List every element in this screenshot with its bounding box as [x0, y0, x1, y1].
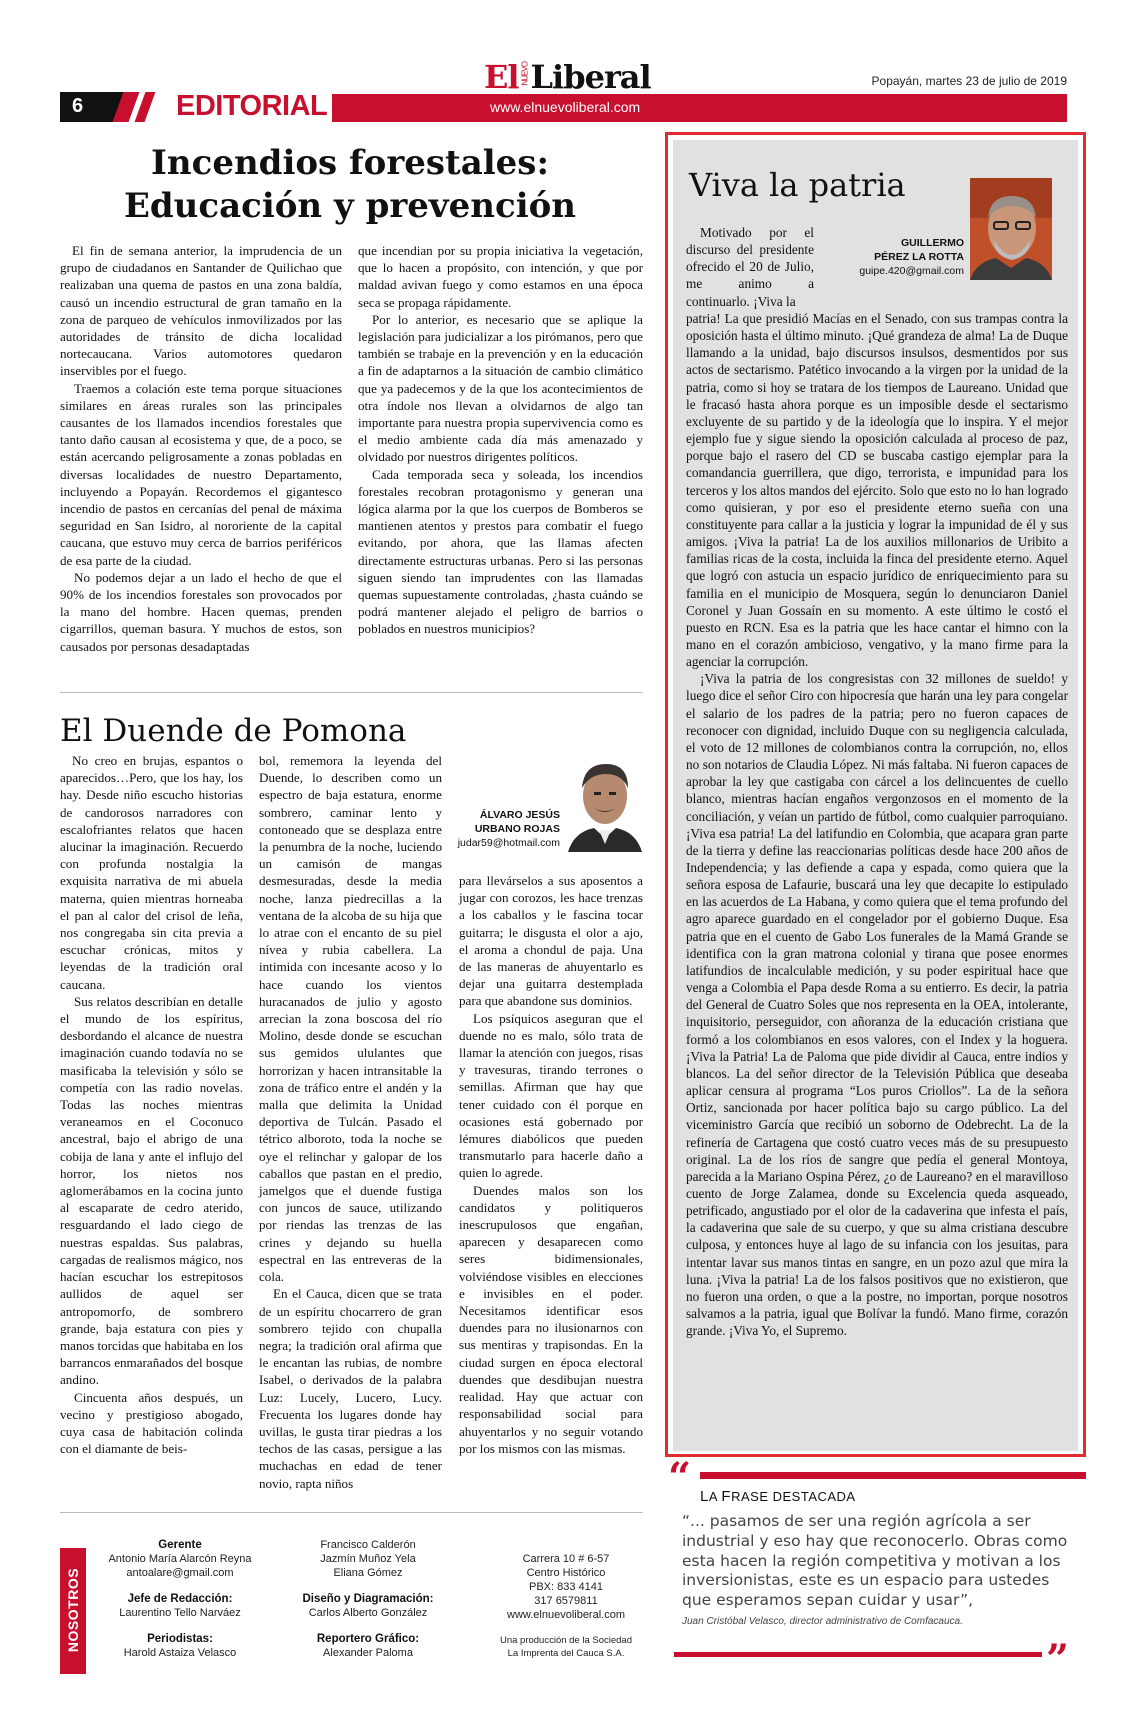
author-email[interactable]: guipe.420@gmail.com: [859, 265, 964, 277]
staff-name: Eliana Gómez: [333, 1567, 403, 1579]
quote-open-mark: “: [668, 1454, 692, 1501]
staff-label: Diseño y Diagramación:: [302, 1593, 434, 1605]
phone-pbx: PBX: 833 4141: [528, 1581, 603, 1593]
quote-attribution: Juan Cristóbal Velasco, director administrativo de Comfacauca.: [682, 1616, 963, 1627]
address-line: Carrera 10 # 6-57: [522, 1553, 610, 1565]
paragraph: No podemos dejar a un lado el hecho de que el 90% de los incendios forestales son provocados por la mano del hombre. Hacen quemas, prenden cigarrillos, queman basura. Y muchos de estos, son causados por personas desadaptadas: [60, 569, 342, 654]
paragraph: Cada temporada seca y soleada, los incendios forestales recobran protagonismo y generan una lógica alarma por la que los cuerpos de Bomberos se mantienen atentos y prestos para combatir el fuego evitando, por ahora, que las llamas afecten directamente estructuras urbanas. Pero si las personas siguen siendo tan imprudentes con las llamadas quemas supuestamente controladas, ¿hasta cuándo se podrá mantener alejado el peligro de barrios o poblados en nuestros municipios?: [358, 466, 643, 637]
paragraph: Cincuenta años después, un vecino y prestigioso abogado, cuya casa de habitación colinda con el diamante de beis-: [60, 1389, 243, 1457]
paragraph: patria! La que presidió Macías en el Senado, con sus trampas contra la oposición hasta el último minuto. ¡Qué grandeza de alma! La de Duque llamando a la unidad, bajo discursos insulsos, desmentidos por sus actos de sectarismo. Patético invocando a la virgen por la unidad de la patria, como si hoy se tratara de los tiempos de Laureano. Unidad que le fracasó hasta ahora porque es un imposible desde el sectarismo excluyente de su partido y de la ideología que lo inspira. Y el mejor ejemplo fue y sigue siendo la oposición calculada al proceso de paz, porque bajo el rasero del CD se buscaba castigo ejemplar para la comandancia guerrillera, que digo, terrorista, e impunidad para los terceros y los altos mandos del ejército. Solo que esto no lo han logrado como quisieran, y por eso el presidente eterno sueña con una constituyente para callar a la justicia y lograr la impunidad de él y sus amigos. ¡Viva la patria! La de los auxilios millonarios de Uribito a familias ricas de la costa, incluida la finca del presidente eterno. Aquel que logró con astucia un espacio jurídico de enriquecimiento para su familia en el municipio de Mosquera, según lo denunciaron Daniel Coronel y Juan Gossaín en su momento. A este último le costó el puesto en RCN. Esa es la patria que les hace cantar el himno con la mano en el corazón ambicioso, vengativo, y la mano firme para la agenciar la corrupción.: [686, 311, 1068, 670]
paragraph: para llevárselos a sus aposentos a jugar con corozos, les hace trenzas a los caballos y le fascina tocar guitarra; le disgusta el olor a ajo, el aroma a chondul de paja. Una de las maneras de ahuyentarlo es dejar una guitarra destemplada para que abandone sus dominios.: [459, 873, 643, 1009]
paragraph: ¡Viva la patria de los congresistas con 32 millones de sueldo! y luego dice el señor Ciro con hipocresía que harán una ley para congelar el salario de los padres de la patria; pero no fueron capaces de reconocer con dignidad, incluido Duque con su negligencia calculada, el voto de 12 millones de colombianos contra la corrupción, no, ellos no son notarios de Claudia López. Ni más faltaba. Ni fueron capaces de aprobar la ley que castigaba con cárcel a los delincuentes de cuello blanco, mientras hacían engaños vergonzosos en el momento de la conciliación, y veían un partido de fútbol, como cualquier parroquiano. ¡Viva esa patria! La del latifundio en Colombia, que acapara gran parte de la tierra y define las reaccionarias políticas desde hace 200 años de Independencia; y las defiende a capa y espada, como quiera que la señora esposa de Lafaurie, buscará una ley que decapite lo estipulado en las acuerdos de La Habana, y como quiera que el tema profundo del agro aparece guardado en el congelador por el gobierno Duque. Esa patria que en el cuento de Gabo Los funerales de la Mamá Grande se identifica con la gran matrona colonial y tirana que posee enormes latifundios de incalculable medición, y su poder espiritual hace que venga a Colombia el Papa desde Roma a su entierro. Es decir, la patria del General de Cuatro Soles que nos representa en la OEA, intolerante, inquisitorio, perseguidor, con añoranza de la educación cristiana que formó a los colombianos en esos valores, con el Index y la hoguera. ¡Viva la Patria! La de Paloma que pide dividir al Cauca, entre indios y blancos. La del señor director de la Televisión Pública que deseaba aplicar censura al programa “Los puros Criollos”. La de la señora Ortiz, sancionada por hacer política bajo su cargo público. La del viceministro García que recibió un soborno de Odebrecht. La de la refinería de Cartagena que costó cuatro veces más de su presupuesto original. La de los ríos de sangre que pedía el general Montoya, parecida a la Mariano Ospina Pérez, ¿o de Laureano? en el maravilloso cuento de Jorge Zalamea, donde su Excelencia queda asqueado, petrificado, angustiado por el olor de la cadaverina que infesta el país, la cadaverina que sale de su cuerpo, y que su alma cristiana descubre culposa, y entonces huye al lago de su infancia con los jesuitas, para intentar lavar sus manos tintas en sangre, en un pozo azul que mira la luna. ¡Viva la patria! La de los falsos positivos que no existieron, que no fueron una orden, o que a la postre, no importan, porque nosotros salvamos a la patria, igual que Bolívar la fundó. Mano firme, corazón grande. ¡Viva Yo, el Supremo.: [686, 671, 1068, 1339]
divider: [60, 692, 643, 693]
header-url[interactable]: www.elnuevoliberal.com: [490, 99, 641, 115]
author-name-line1: ÁLVARO JESÚS: [479, 809, 560, 821]
logo-el: El: [484, 58, 519, 96]
paragraph: En el Cauca, dicen que se trata de un espíritu chocarrero de gran sombrero tejido con chupalla negra; la tradición oral afirma que le encantan las rubias, de nombre Isabel, o derivados de la palabra Luz: Lucely, Lucero, Lucy. Frecuenta los lugares donde hay uvillas, le gusta tirar piedras a los techos de las casas, persigue a las muchachas en edad de tener novio, rapta niños: [259, 1286, 442, 1491]
production-line: La Imprenta del Cauca S.A.: [507, 1648, 625, 1659]
nosotros-label: NOSOTROS: [65, 1567, 81, 1653]
opinion-headline: Viva la patria: [689, 166, 906, 204]
staff-column-1: [100, 1538, 260, 1660]
address-line: Centro Histórico: [526, 1567, 606, 1579]
frase-label: LA FRASE DESTACADA: [700, 1488, 856, 1505]
paragraph: Sus relatos describían en detalle el mundo de los espíritus, desbordando el alcance de nuestra imaginación cuando todavía no se masificaba la televisión y sólo se competía con las radio novelas. Todas las noches mientras veraneamos en el Coconuco ancestral, bajo el abrigo de una cobija de lana y ante el influjo del horror, los nietos nos aglomerábamos en la cocina junto al escaparate de cedro aterido, resguardando el lado ciego de nuestras espaldas. Sus palabras, cargadas de realismos mágico, nos hacían escuchar los estrepitosos aullidos de aquel ser antropomorfo, de sombrero grande, baja estatura con pies y manos torcidas que habitaba en los barrancos enmarañados del bosque andino.: [60, 993, 243, 1388]
editorial-column-1: [60, 242, 342, 672]
author-byline: [836, 236, 964, 278]
editorial-headline-line2: Educación y prevención: [123, 186, 577, 227]
author-byline: [440, 808, 560, 850]
logo-nuevo: NUEVO: [520, 62, 530, 86]
quote-close-mark: ”: [1046, 1636, 1070, 1683]
staff-name: Carlos Alberto González: [308, 1607, 428, 1619]
staff-label: Gerente: [158, 1539, 202, 1551]
staff-label: Periodistas:: [147, 1633, 213, 1645]
opinion-intro: [686, 224, 814, 310]
staff-column-2: [288, 1538, 448, 1660]
production-line: Una producción de la Sociedad: [499, 1635, 633, 1646]
duende-column-3: [459, 872, 643, 1482]
duende-column-2: [259, 752, 442, 1491]
staff-name: Laurentino Tello Narváez: [119, 1607, 241, 1619]
paragraph: bol, rememora la leyenda del Duende, lo describen como un espectro de baja estatura, enorme sombrero, caminar lento y contoneado que se desplaza entre la penumbra de la noche, luciendo un camisón de mangas desmesuradas, desde la media noche, lanza piedrecillas a la ventana de la alcoba de su hija que lo atrae con el encanto de su piel nívea y rubia cabellera. La intimida con incesante acoso y lo hace cuando los vientos huracanados de julio y agosto arrecian la zona boscosa del río Molino, desde donde se escuchan sus gemidos ululantes que horrorizan y hacen intransitable la zona de tráfico entre el andén y la malla que delimita la Unidad deportiva de Tulcán. Pasado el tétrico alboroto, toda la noche se oye el relinchar y galopar de los caballos que pastan en el predio, jamelgos que el duende fustiga con juncos de sauce, utilizando por riendas las trenzas de las crines y dejando su huella espectral en las entreveras de la cola.: [259, 753, 442, 1285]
divider: [60, 1512, 643, 1513]
staff-email[interactable]: antoalare@gmail.com: [126, 1567, 234, 1579]
editorial-headline-line1: Incendios forestales:: [151, 143, 549, 183]
staff-name: Alexander Paloma: [323, 1647, 413, 1659]
duende-column-1: [60, 752, 243, 1482]
paragraph: Traemos a colación este tema porque situaciones similares en áreas rurales son las principales causantes de los llamados incendios forestales que tanto daño causan al ecosistema y que, de a poco, se están acercando peligrosamente a zonas pobladas en diversas localidades de nuestro Departamento, incluyendo a Popayán. Recordemos el gigantesco incendio de pastos en cercanías del penal de máxima seguridad en San Isidro, al nororiente de la capital caucana, que estuvo muy cerca de barrios periféricos de esa parte de la ciudad.: [60, 380, 342, 568]
page-number: 6: [60, 92, 128, 122]
staff-name: Antonio María Alarcón Reyna: [108, 1553, 252, 1565]
nosotros-tab: [60, 1548, 86, 1674]
newspaper-logo[interactable]: [484, 58, 651, 96]
paragraph: No creo en brujas, espantos o aparecidos…Pero, que los hay, los hay. Desde niño escucho historias de candorosos narradores con escalofriantes relatos que hacen alucinar la imaginación. Recuerdo con profunda nostalgia la exquisita narrativa de mi abuela materna, quien mientras horneaba el pan al calor del crisol de leña, nos congregaba sin cita previa a escuchar crónicas, mitos y leyendas de la tradición oral caucana.: [60, 753, 243, 992]
dateline: Popayán, martes 23 de julio de 2019: [871, 74, 1067, 88]
editorial-headline: [60, 142, 640, 228]
author-name-line2: PÉREZ LA ROTTA: [874, 251, 964, 263]
phone-number: 317 6579811: [534, 1595, 598, 1607]
staff-name: Francisco Calderón: [320, 1539, 416, 1551]
quote-bar-bottom: [674, 1652, 1042, 1657]
logo-liberal: Liberal: [530, 58, 651, 96]
staff-name: Jazmín Muñoz Yela: [320, 1553, 416, 1565]
author-name-line2: URBANO ROJAS: [474, 823, 560, 835]
author-photo-avatar: [566, 752, 644, 852]
paragraph: Por lo anterior, es necesario que se aplique la legislación para judicializar a los pirómanos, pero que también se trabaje en la prevención y en la educación a fin de adaptarnos a la situación de cambio climático que ya padecemos y de la que los acontecimientos de otra índole nos llevan a olvidarnos de algo tan importante para nuestra propia supervivencia como es el medio ambiente cada día más amenazado y olvidado por nuestros dirigentes políticos.: [358, 311, 643, 465]
staff-label: Reportero Gráfico:: [316, 1633, 420, 1645]
editorial-column-2: [358, 242, 643, 672]
paragraph: que incendian por su propia iniciativa la vegetación, que lo hacen a propósito, con intención, y que por maldad avivan fuego y como estamos en una época seca se propaga rápidamente.: [358, 243, 643, 310]
paragraph: El fin de semana anterior, la imprudencia de un grupo de ciudadanos en Santander de Quilichao que realizaban una quema de pastos en una zona baldía, causó un incendio estructural de gran tamaño en la zona de parqueo de vehículos inmovilizados por las autoridades de tránsito de dicha localidad nortecaucana. Varios automotores quedaron inservibles por el fuego.: [60, 243, 342, 379]
featured-quote: “... pasamos de ser una región agrícola a ser industrial y eso hay que reconocerlo. Obras como esta hacen la región competitiva y motivan a los inversionistas, este es un espacio para ustedes que esperamos sepan cuidar y usar”,: [682, 1512, 1068, 1610]
author-name-line1: GUILLERMO: [901, 237, 964, 249]
author-photo-avatar: [970, 178, 1052, 280]
staff-label: Jefe de Redacción:: [127, 1593, 233, 1605]
paragraph: Los psíquicos aseguran que el duende no es malo, sólo trata de llamar la atención con juegos, risas y travesuras, tirando terrones o semillas. Afirman que hay que tener cuidado con él porque en ocasiones está gobernado por lémures diabólicos que pueden transmutarlo para hacerle daño a quien lo agrede.: [459, 1010, 643, 1181]
quote-bar-top: [700, 1472, 1086, 1479]
paragraph: Motivado por el discurso del presidente ofrecido el 20 de Julio, me animo a continuarlo. ¡Viva la: [686, 225, 814, 309]
opinion-body: [686, 310, 1068, 1442]
website-link[interactable]: www.elnuevoliberal.com: [507, 1609, 625, 1621]
staff-name: Harold Astaiza Velasco: [123, 1647, 237, 1659]
author-email[interactable]: judar59@hotmail.com: [457, 837, 560, 849]
paragraph: Duendes malos son los candidatos y politiqueros inescrupulosos que engañan, aparecen y desaparecen como seres bidimensionales, volviéndose visibles en elecciones e invisibles en el poder. Necesitamos identificar esos duendes para no ilusionarnos con sus mentiras y trapisondas. En la ciudad surgen en época electoral duendes que desdibujan nuestra realidad. Hay que actuar con responsabilidad social para ahuyentarlos y no seguir votando por los mismos con las mismas.: [459, 1182, 643, 1456]
staff-column-3: [482, 1552, 650, 1660]
header-red-bar: [332, 94, 1067, 122]
section-title: EDITORIAL: [176, 90, 328, 122]
column-headline: El Duende de Pomona: [60, 713, 407, 749]
